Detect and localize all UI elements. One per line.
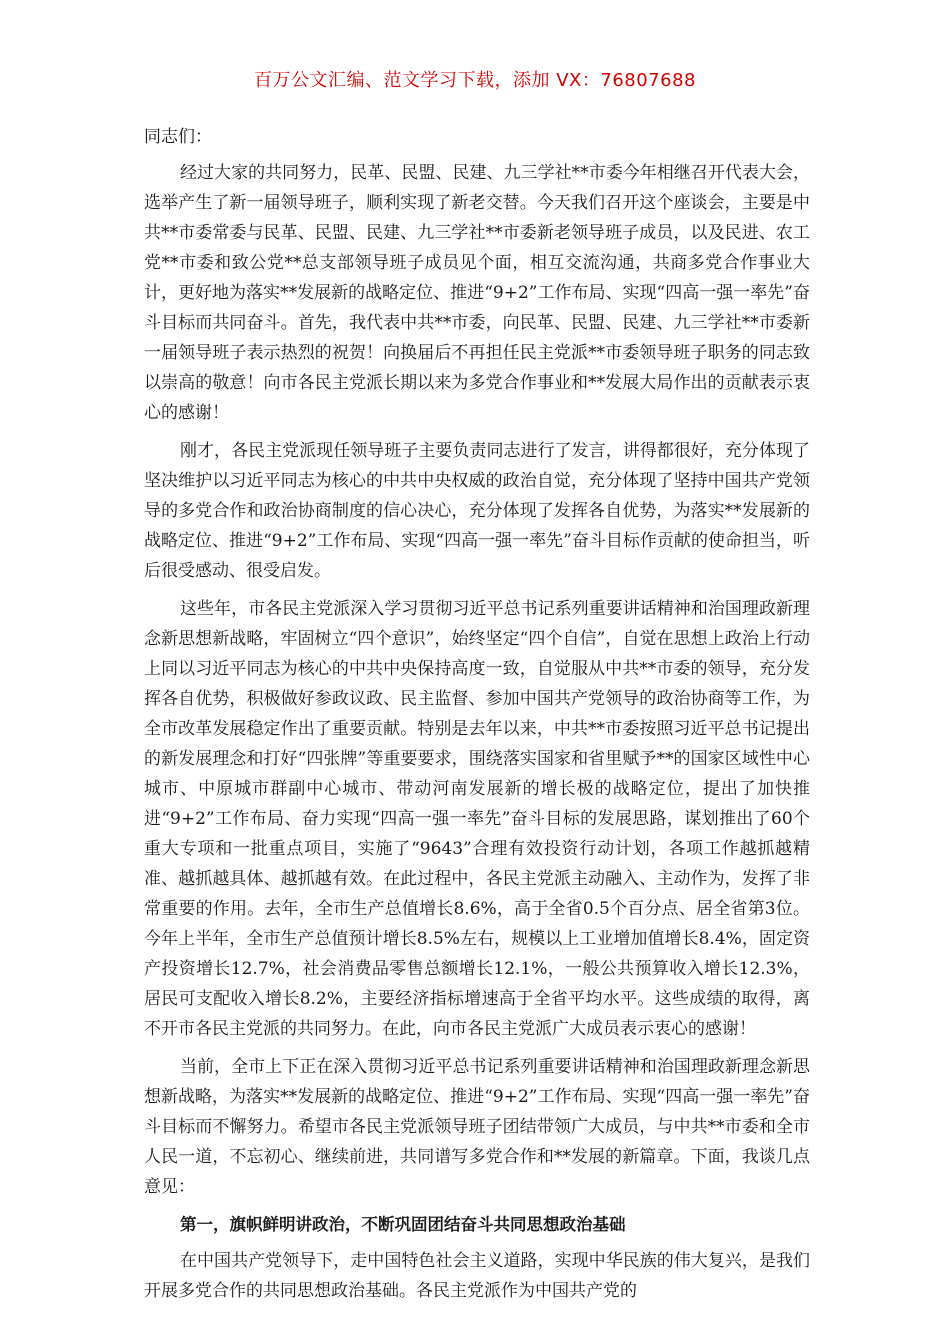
paragraph-4: 当前，全市上下正在深入贯彻习近平总书记系列重要讲话精神和治国理政新理念新思想新战略，为落实**发展新的战略定位、推进“9+2”工作布局、实现“四高一强一率先”奋斗目标而不懈努力。希望市各民主党派领导班子团结带领广大成员，与中共**市委和全市人民一道，不忘初心、继续前进，共同谱写多党合作和**发展的新篇章。下面，我谈几点意见：: [144, 1057, 810, 1197]
paragraph-2: 刚才，各民主党派现任领导班子主要负责同志进行了发言，讲得都很好，充分体现了坚决维护以习近平同志为核心的中共中央权威的政治自觉，充分体现了坚持中国共产党领导的多党合作和政治协商制度的信心决心，充分体现了发挥各自优势，为落实**发展新的战略定位、推进“9+2”工作布局、实现“四高一强一率先”奋斗目标作贡献的使命担当，听后很受感动、很受启发。: [144, 441, 810, 581]
paragraph-1: 经过大家的共同努力，民革、民盟、民建、九三学社**市委今年相继召开代表大会，选举产生了新一届领导班子，顺利实现了新老交替。今天我们召开这个座谈会，主要是中共**市委常委与民革、民盟、民建、九三学社**市委新老领导班子成员，以及民进、农工党**市委和致公党**总支部领导班子成员见个面，相互交流沟通，共商多党合作事业大计，更好地为落实**发展新的战略定位、推进“9+2”工作布局、实现“四高一强一率先”奋斗目标而共同奋斗。首先，我代表中共**市委，向民革、民盟、民建、九三学社**市委新一届领导班子表示热烈的祝贺！向换届后不再担任民主党派**市委领导班子职务的同志致以崇高的敬意！向市各民主党派长期以来为多党合作事业和**发展大局作出的贡献表示衷心的感谢！: [144, 163, 810, 423]
watermark-header: 百万公文汇编、范文学习下载，添加 VX：76807688: [254, 70, 696, 91]
section-heading-1: 第一，旗帜鲜明讲政治，不断巩固团结奋斗共同思想政治基础: [180, 1215, 626, 1234]
document-body: [144, 122, 810, 1314]
paragraph-3: 这些年，市各民主党派深入学习贯彻习近平总书记系列重要讲话精神和治国理政新理念新思想新战略，牢固树立“四个意识”，始终坚定“四个自信”，自觉在思想上政治上行动上同以习近平同志为核心的中共中央保持高度一致，自觉服从中共**市委的领导，充分发挥各自优势，积极做好参政议政、民主监督、参加中国共产党领导的政治协商等工作，为全市改革发展稳定作出了重要贡献。特别是去年以来，中共**市委按照习近平总书记提出的新发展理念和打好“四张牌”等重要要求，围绕落实国家和省里赋予**的国家区域性中心城市、中原城市群副中心城市、带动河南发展新的增长极的战略定位，提出了加快推进“9+2”工作布局、奋力实现“四高一强一率先”奋斗目标的发展思路，谋划推出了60个重大专项和一批重点项目，实施了“9643”合理有效投资行动计划，各项工作越抓越精准、越抓越具体、越抓越有效。在此过程中，各民主党派主动融入、主动作为，发挥了非常重要的作用。去年，全市生产总值增长8.6%，高于全省0.5个百分点、居全省第3位。今年上半年，全市生产总值预计增长8.5%左右，规模以上工业增加值增长8.4%，固定资产投资增长12.7%，社会消费品零售总额增长12.1%，一般公共预算收入增长12.3%，居民可支配收入增长8.2%，主要经济指标增速高于全省平均水平。这些成绩的取得，离不开市各民主党派的共同努力。在此，向市各民主党派广大成员表示衷心的感谢！: [144, 599, 810, 1039]
salutation: 同志们：: [144, 127, 212, 147]
paragraph-5: 在中国共产党领导下，走中国特色社会主义道路，实现中华民族的伟大复兴，是我们开展多党合作的共同思想政治基础。各民主党派作为中国共产党的: [144, 1251, 810, 1301]
